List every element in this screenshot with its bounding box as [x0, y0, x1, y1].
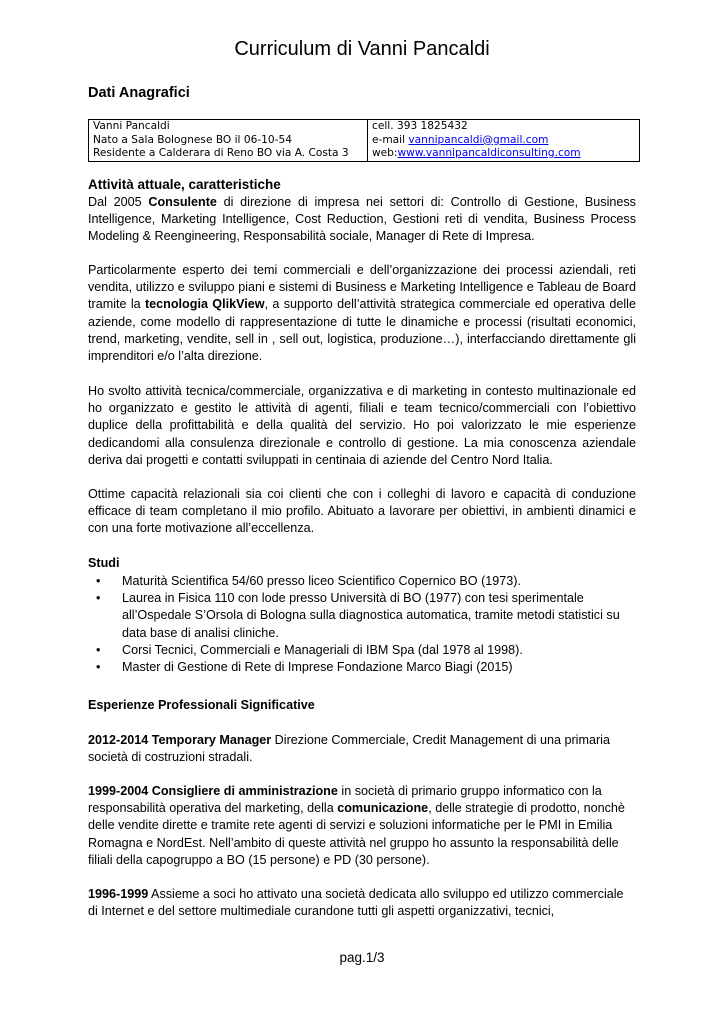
paragraph: Ho svolto attività tecnica/commerciale, organizzativa e di marketing in contesto multinazionale ed ho organizzato e gestito le attività di agenti, filiali e team tecnico/commerciali con l’obiettivo duplice della profittabilità e della qualità del servizio. Ho poi valorizzato le mie esperienze dedicandomi alla consulenza direzionale e controllo di gestione. La mia conoscenza aziendale deriva dai progetti e contatti sviluppati in centinaia di aziende del Centro Nord Italia. [88, 384, 636, 467]
personal-data-table [88, 119, 640, 162]
residence: Residente a Calderara di Reno BO via A. Costa 3 [93, 147, 349, 159]
list-item: • Laurea in Fisica 110 con lode presso Università di BO (1977) con tesi sperimentale all’Ospedale S’Orsola di Bologna sulla diagnostica automatica, tramite metodi statistici su data base di analisi cliniche. [122, 590, 636, 642]
name: Vanni Pancaldi [93, 120, 170, 132]
experience-entry: 1996-1999 Assieme a soci ho attivato una società dedicata allo sviluppo ed utilizzo commerciale di Internet e del settore multimediale curandone tutti gli aspetti organizzativi, tecnici, [88, 887, 624, 919]
email-link[interactable]: vannipancaldi@gmail.com [408, 133, 549, 146]
document-title: Curriculum di Vanni Pancaldi [234, 38, 490, 60]
section-heading-studi: Studi [88, 556, 120, 570]
list-item: • Master di Gestione di Rete di Imprese Fondazione Marco Biagi (2015) [122, 659, 636, 676]
list-item: • Maturità Scientifica 54/60 presso liceo Scientifico Copernico BO (1973). [122, 573, 636, 590]
section-heading-dati: Dati Anagrafici [88, 85, 190, 101]
experience-entry: 2012-2014 Temporary Manager Direzione Commerciale, Credit Management di una primaria società di costruzioni stradali. [88, 733, 610, 765]
email-label: e-mail [372, 133, 409, 146]
paragraph: Particolarmente esperto dei temi commerciali e dell’organizzazione dei processi aziendali, reti vendita, utilizzo e sviluppo piani e sistemi di Business e Marketing Intelligence e Tableau de Board tramite la tecnologia QlikView, a supporto dell’attività strategica commerciale ed operativa delle aziende, come modello di rappresentazione di tutte le dinamiche e processi (risultati economici, trend, marketing, vendite, sell in , sell out, logistica, produzione…), interfacciando direttamente gli imprenditori e/o l’alta direzione. [88, 263, 636, 364]
birth: Nato a Sala Bolognese BO il 06-10-54 [93, 133, 292, 146]
cell: cell. 393 1825432 [372, 120, 468, 132]
paragraph: Ottime capacità relazionali sia coi clienti che con i colleghi di lavoro e capacità di conduzione efficace di team completano il mio profilo. Abituato a lavorare per obiettivi, in ambienti dinamici e con una forte motivazione all’eccellenza. [88, 487, 636, 536]
studi-list [88, 573, 636, 676]
experience-entry: 1999-2004 Consigliere di amministrazione in società di primario gruppo informatico con la responsabilità operativa del marketing, della comunicazione, delle strategie di prodotto, nonchè delle vendite dirette e tramite rete agenti di servizi e soluzioni informatiche per le PMI in Emilia Romagna e NordEst. Nell’ambito di queste attività nel gruppo ho assunto la responsabilità delle filiali della capogruppo a BO (15 persone) e PD (30 persone). [88, 784, 625, 867]
paragraph: Dal 2005 Consulente di direzione di impresa nei settori di: Controllo di Gestione, Business Intelligence, Marketing Intelligence, Cost Reduction, Gestioni reti di vendita, Business Process Modeling & Reengineering, Responsabilità sociale, Manager di Rete di Impresa. [88, 195, 636, 244]
page-number: pag.1/3 [339, 950, 385, 965]
section-heading-esperienze: Esperienze Professionali Significative [88, 698, 315, 712]
list-item: • Corsi Tecnici, Commerciali e Manageriali di IBM Spa (dal 1978 al 1998). [122, 642, 636, 659]
web-link[interactable]: www.vannipancaldiconsulting.com [397, 147, 581, 159]
section-heading-attivita: Attività attuale, caratteristiche [88, 177, 281, 192]
web-label: web: [372, 147, 398, 159]
